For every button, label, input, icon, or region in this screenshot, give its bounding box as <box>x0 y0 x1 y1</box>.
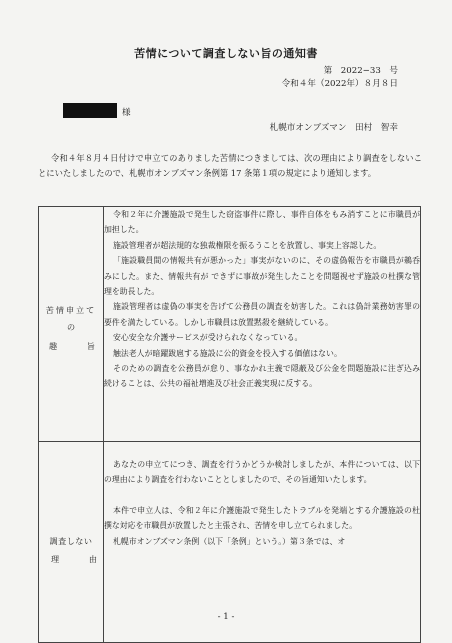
intro-paragraph: 令和４年８月４日付けで申立てのありました苦情につきましては、次の理由により調査をしないことにいたしましたので、札幌市オンブズマン条例第 17 条第１項の規定により通知します。 <box>38 153 422 178</box>
document-title: 苦情について調査しない旨の通知書 <box>134 47 318 60</box>
sender-name: 札幌市オンブズマン 田村 智幸 <box>269 123 398 133</box>
reason-paragraph: 札幌市オンブズマン条例（以下「条例」という。）第３条では、オ <box>113 536 346 546</box>
complaint-content-cell <box>104 207 421 442</box>
reason-paragraph: 本件で申立人は、令和２年に介護施設で発生したトラブルを発端とする介護施設の杜撰な対応を市職員が放置したと主張され、苦情を申し立てられました。 <box>104 505 420 531</box>
spacer <box>104 442 420 457</box>
redacted-name-block <box>63 103 117 118</box>
complaint-label-char: 趣 <box>49 341 58 351</box>
complaint-paragraph: 施設管理者は虚偽の事実を告げて公務員の調査を妨害した。これは偽計業務妨害罪の要件を満たしている。しかし市職員は放置黙殺を継続している。 <box>104 302 420 327</box>
addressee-honorific: 様 <box>122 108 131 118</box>
reason-paragraph: あなたの申立てにつき、調査を行うかどうか検討しましたが、本件については、以下の理由により調査を行わないこととしましたので、その旨通知いたします。 <box>104 460 420 485</box>
content-table <box>38 206 421 643</box>
complaint-label-char: 旨 <box>86 341 95 351</box>
complaint-paragraph: 令和２年に介護施設で発生した窃盗事件に際し、事件自体をもみ消すことに市職員が加担した。 <box>104 210 420 235</box>
complaint-paragraph: 施設管理者が超法規的な独裁権限を振るうことを放置し、事実上容認した。 <box>113 240 382 250</box>
complaint-label-line2: の <box>66 322 76 332</box>
reason-label-char: 由 <box>88 554 97 564</box>
complaint-paragraph: 触法老人が暗躍跋扈する施設に公的資金を投入する価値はない。 <box>113 348 342 358</box>
complaint-paragraph: 安心安全な介護サービスが受けられなくなっている。 <box>113 333 303 343</box>
reason-label-line1: 調査しない <box>49 536 93 546</box>
reason-label-line2 <box>51 554 97 565</box>
document-number: 第 2022−33 号 <box>323 66 398 76</box>
complaint-label-line1: 苦情申立て <box>45 305 97 315</box>
document-date: 令和４年（2022年）８月８日 <box>281 79 398 89</box>
complaint-paragraph: 「施設職員間の情報共有が悪かった」事実がないのに、その虚偽報告を市職員が鵜呑みにした。また、情報共有が できずに事故が発生したことを問題視せず施設の杜撰な管理を助長した。 <box>104 256 420 297</box>
complaint-label-cell <box>39 207 104 442</box>
spacer <box>104 488 420 503</box>
page-number: - 1 - <box>217 612 235 622</box>
complaint-paragraph: そのための調査を公務員が怠り、事なかれ主義で隠蔽及び公金を問題施設に注ぎ込み続けることは、公共の福祉増進及び社会正義実現に反する。 <box>104 364 420 389</box>
table-row <box>39 207 421 442</box>
complaint-label-line3 <box>49 341 95 352</box>
reason-label-char: 理 <box>51 554 60 564</box>
